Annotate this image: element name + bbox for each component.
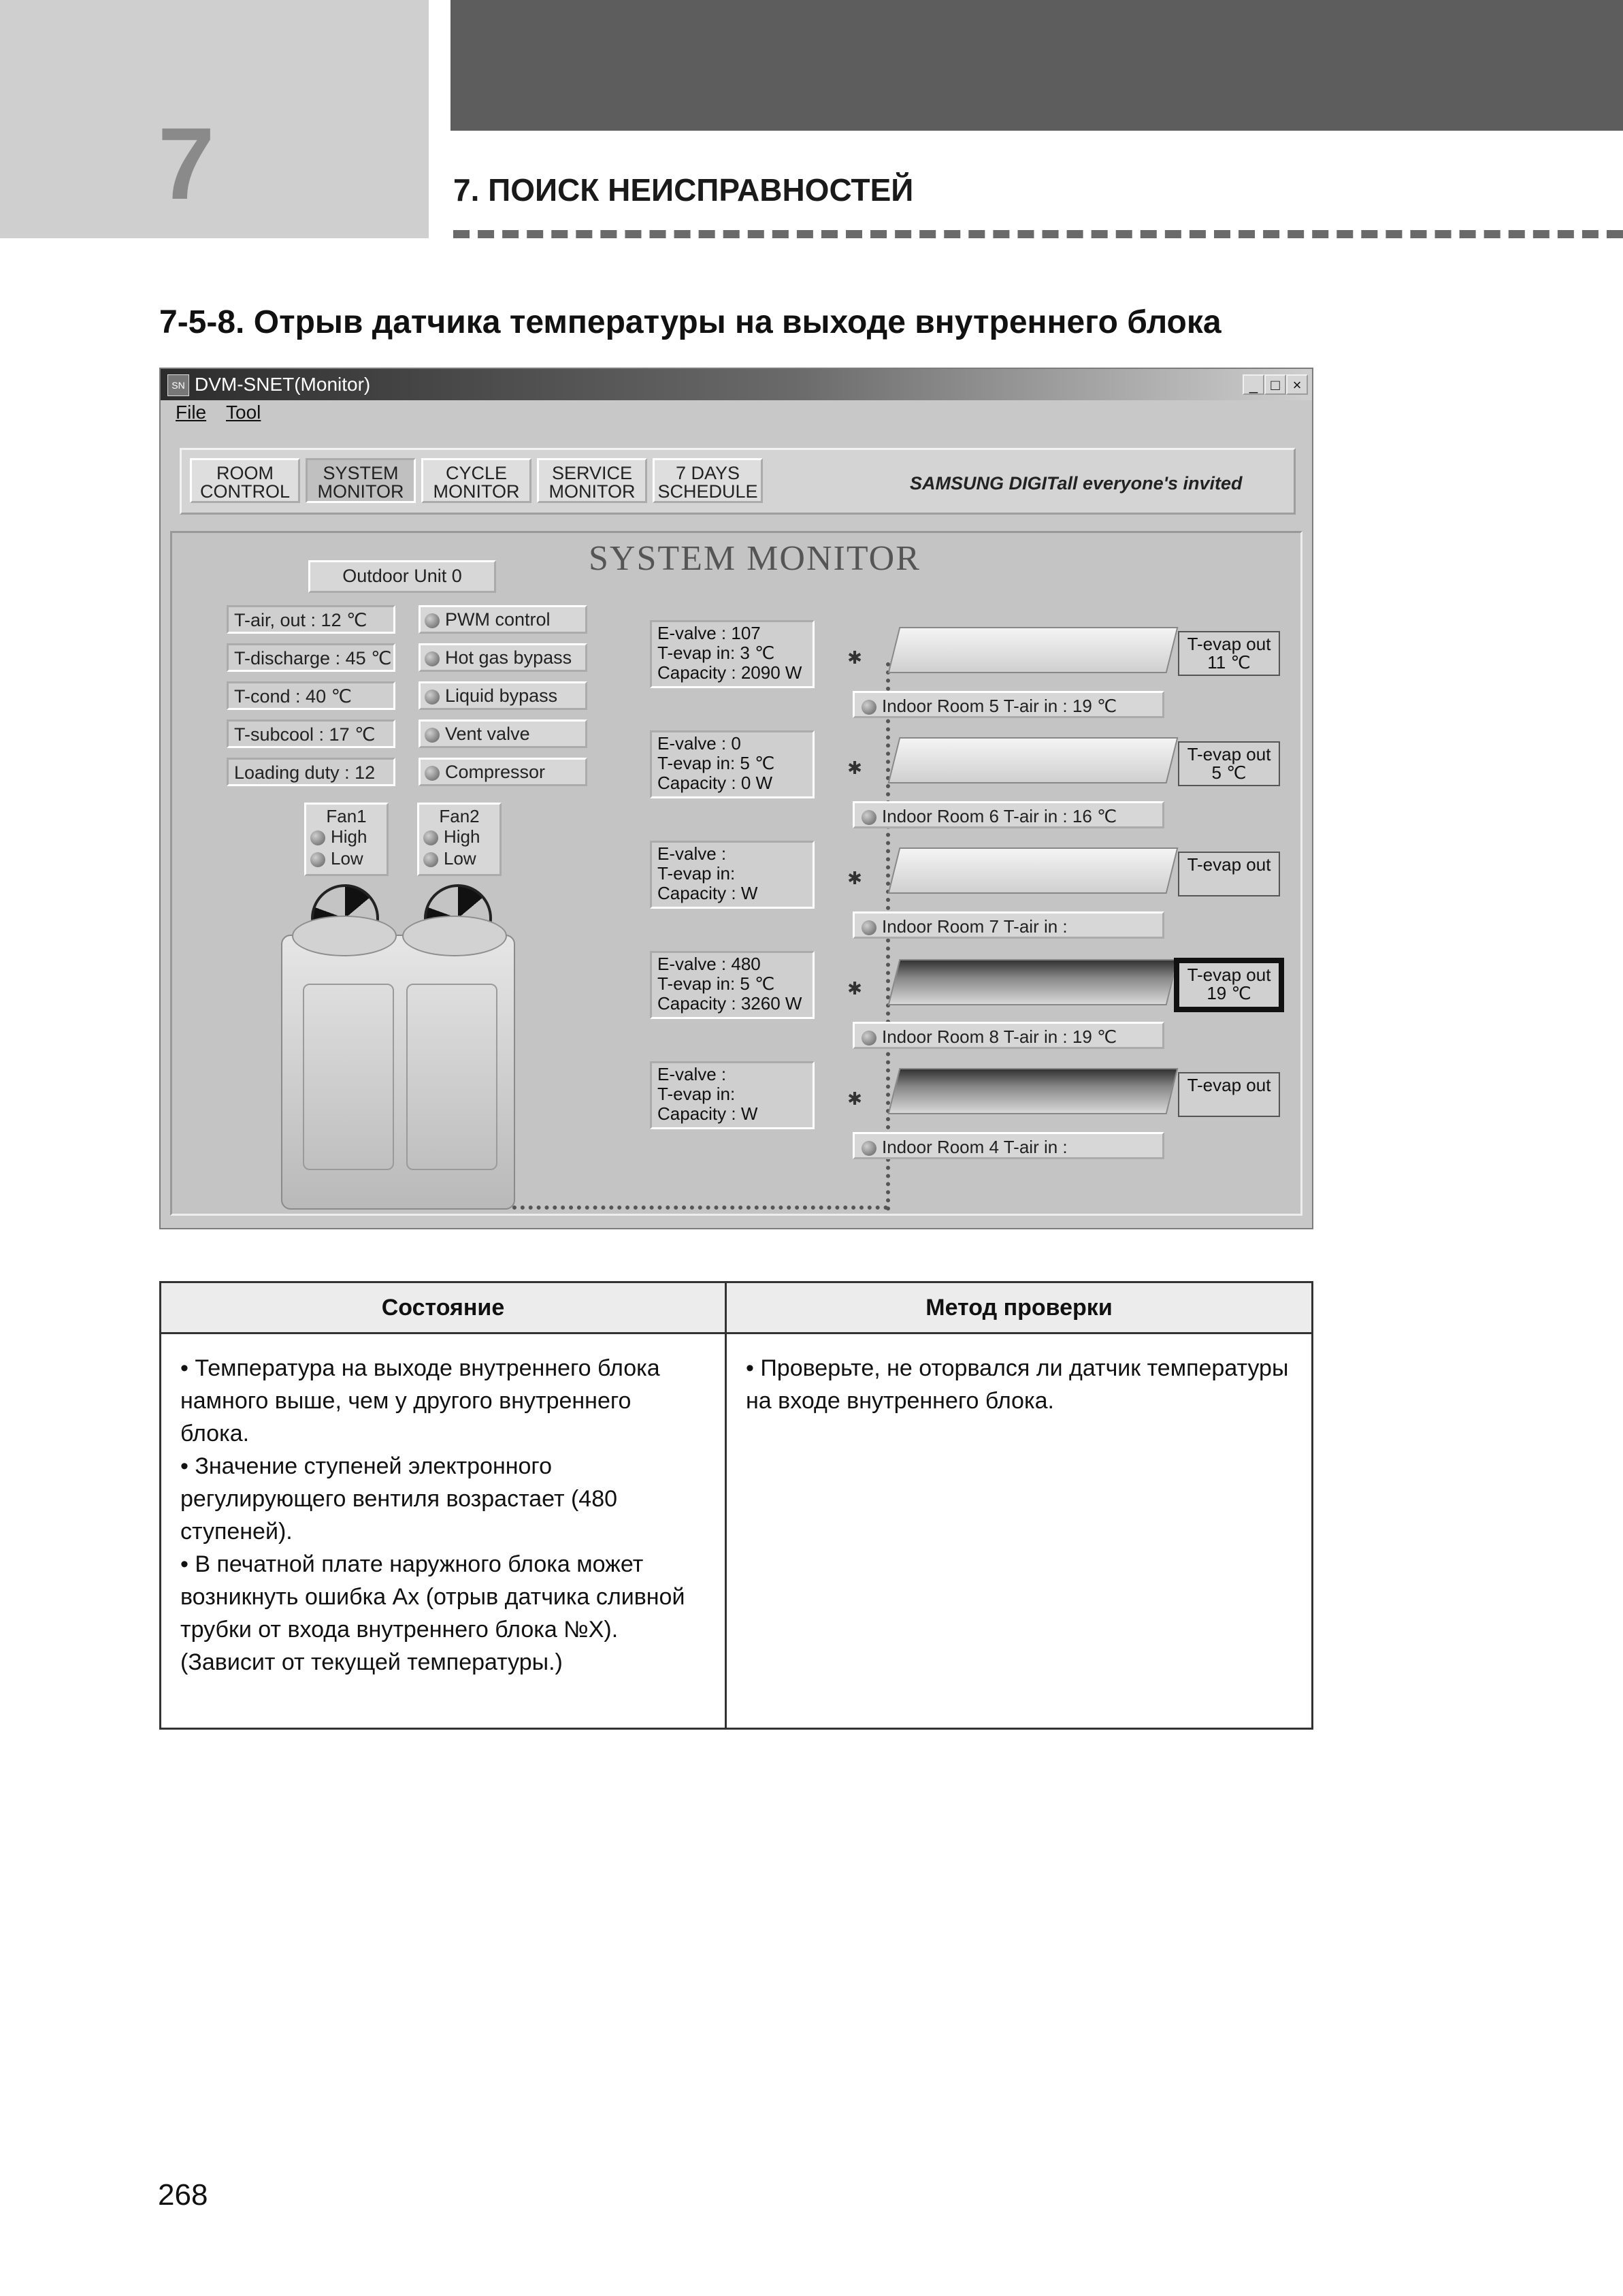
status-liquid-bypass: Liquid bypass (419, 681, 587, 710)
header-bar (450, 0, 1623, 131)
menu-file[interactable]: File (176, 402, 207, 423)
tevap-out-room8-highlighted: T-evap out 19 ℃ (1175, 959, 1283, 1011)
fan1-status: Fan1 High Low (304, 803, 389, 876)
header-condition: Состояние (161, 1282, 726, 1333)
indicator-led-icon (862, 810, 876, 825)
indicator-led-icon (862, 920, 876, 935)
indoor-unit-image (888, 737, 1179, 783)
condition-item: • Значение ступеней электронного регулирующего вентиля возрастает (480 ступеней). (180, 1453, 618, 1545)
readout-t-subcool: T-subcool : 17 ℃ (227, 719, 395, 748)
troubleshooting-table (159, 1281, 1313, 1730)
page-number: 268 (158, 2178, 208, 2212)
minimize-button[interactable]: _ (1243, 374, 1264, 395)
tevap-out-room7: T-evap out (1178, 852, 1280, 896)
tab-7-days-schedule[interactable]: 7 DAYS SCHEDULE (653, 458, 763, 503)
fan-symbol-icon: ✱ (847, 758, 862, 778)
evalve-box-room8: E-valve : 480 T-evap in: 5 ℃ Capacity : 3260 W (650, 951, 815, 1019)
close-button[interactable]: × (1286, 374, 1308, 395)
table-header-row (161, 1282, 1313, 1333)
evalve-box-room7: E-valve : T-evap in: Capacity : W (650, 841, 815, 909)
header-check-method: Метод проверки (726, 1282, 1313, 1333)
header-divider (453, 230, 1623, 238)
menu-tool[interactable]: Tool (226, 402, 261, 423)
condition-cell (161, 1333, 726, 1729)
tab-service-monitor[interactable]: SERVICE MONITOR (537, 458, 647, 503)
app-icon: SN (167, 374, 189, 396)
section-title: 7-5-8. Отрыв датчика температуры на выходе внутреннего блока (159, 304, 1222, 340)
monitor-title: SYSTEM MONITOR (589, 539, 921, 578)
outdoor-unit-button[interactable]: Outdoor Unit 0 (308, 560, 496, 593)
condition-item: • Температура на выходе внутреннего блока намного выше, чем у другого внутреннего блока. (180, 1355, 660, 1446)
tevap-out-room5: T-evap out 11 ℃ (1178, 631, 1280, 676)
readout-t-discharge: T-discharge : 45 ℃ (227, 643, 395, 672)
indoor-unit-image (888, 627, 1179, 673)
fan-symbol-icon: ✱ (847, 647, 862, 668)
evalve-box-room5: E-valve : 107 T-evap in: 3 ℃ Capacity : 2090 W (650, 620, 815, 688)
evalve-box-room6: E-valve : 0 T-evap in: 5 ℃ Capacity : 0 W (650, 730, 815, 798)
nav-toolbar (180, 448, 1296, 515)
tevap-out-room4: T-evap out (1178, 1072, 1280, 1117)
indicator-led-icon (423, 830, 438, 845)
fan-symbol-icon: ✱ (847, 978, 862, 999)
tab-system-monitor[interactable]: SYSTEM MONITOR (306, 458, 416, 503)
evalve-box-room4: E-valve : T-evap in: Capacity : W (650, 1061, 815, 1129)
window-title: DVM-SNET(Monitor) (195, 374, 371, 395)
readout-loading-duty: Loading duty : 12 (227, 758, 395, 786)
chapter-number: 7 (158, 106, 215, 221)
outdoor-unit-image (281, 935, 515, 1210)
status-pwm-control: PWM control (419, 605, 587, 634)
chapter-block (0, 0, 429, 238)
fan-symbol-icon: ✱ (847, 1088, 862, 1109)
menu-bar (161, 400, 1312, 430)
status-vent-valve: Vent valve (419, 719, 587, 748)
indoor-room-4[interactable]: Indoor Room 4 T-air in : (853, 1132, 1164, 1159)
method-item: • Проверьте, не оторвался ли датчик температуры на входе внутреннего блока. (746, 1355, 1289, 1414)
indoor-room-6[interactable]: Indoor Room 6 T-air in : 16 ℃ (853, 801, 1164, 828)
readout-t-air-out: T-air, out : 12 ℃ (227, 605, 395, 634)
method-cell (726, 1333, 1313, 1729)
indicator-led-icon (425, 613, 440, 628)
readout-t-cond: T-cond : 40 ℃ (227, 681, 395, 710)
indoor-room-7[interactable]: Indoor Room 7 T-air in : (853, 911, 1164, 939)
fan2-status: Fan2 High Low (417, 803, 502, 876)
app-window-screenshot (159, 368, 1313, 1229)
indoor-room-5[interactable]: Indoor Room 5 T-air in : 19 ℃ (853, 691, 1164, 718)
indoor-unit-image (888, 847, 1179, 894)
refrigerant-pipe (512, 1206, 888, 1210)
tab-room-control[interactable]: ROOM CONTROL (190, 458, 300, 503)
condition-item: • В печатной плате наружного блока может возникнуть ошибка Ax (отрыв датчика сливной трубки от входа внутреннего блока №X). (Зависит от текущей температуры.) (180, 1551, 685, 1675)
tevap-out-room6: T-evap out 5 ℃ (1178, 741, 1280, 786)
indicator-led-icon (862, 700, 876, 715)
system-monitor-panel (170, 531, 1302, 1216)
status-hot-gas-bypass: Hot gas bypass (419, 643, 587, 672)
indoor-room-8[interactable]: Indoor Room 8 T-air in : 19 ℃ (853, 1022, 1164, 1049)
status-compressor: Compressor (419, 758, 587, 786)
maximize-button[interactable]: □ (1264, 374, 1286, 395)
indicator-led-icon (425, 690, 440, 705)
brand-logo: SAMSUNG DIGITall everyone's invited (910, 473, 1243, 494)
indicator-led-icon (862, 1141, 876, 1156)
tab-cycle-monitor[interactable]: CYCLE MONITOR (421, 458, 531, 503)
table-row (161, 1333, 1313, 1729)
indoor-unit-image (888, 1068, 1179, 1114)
indicator-led-icon (310, 852, 325, 867)
indicator-led-icon (425, 766, 440, 781)
fan-symbol-icon: ✱ (847, 868, 862, 888)
indicator-led-icon (423, 852, 438, 867)
indicator-led-icon (425, 728, 440, 743)
chapter-title: 7. ПОИСК НЕИСПРАВНОСТЕЙ (453, 172, 914, 208)
indicator-led-icon (425, 651, 440, 666)
indicator-led-icon (862, 1031, 876, 1046)
window-titlebar[interactable] (161, 369, 1312, 400)
indoor-unit-image (888, 959, 1179, 1005)
indicator-led-icon (310, 830, 325, 845)
